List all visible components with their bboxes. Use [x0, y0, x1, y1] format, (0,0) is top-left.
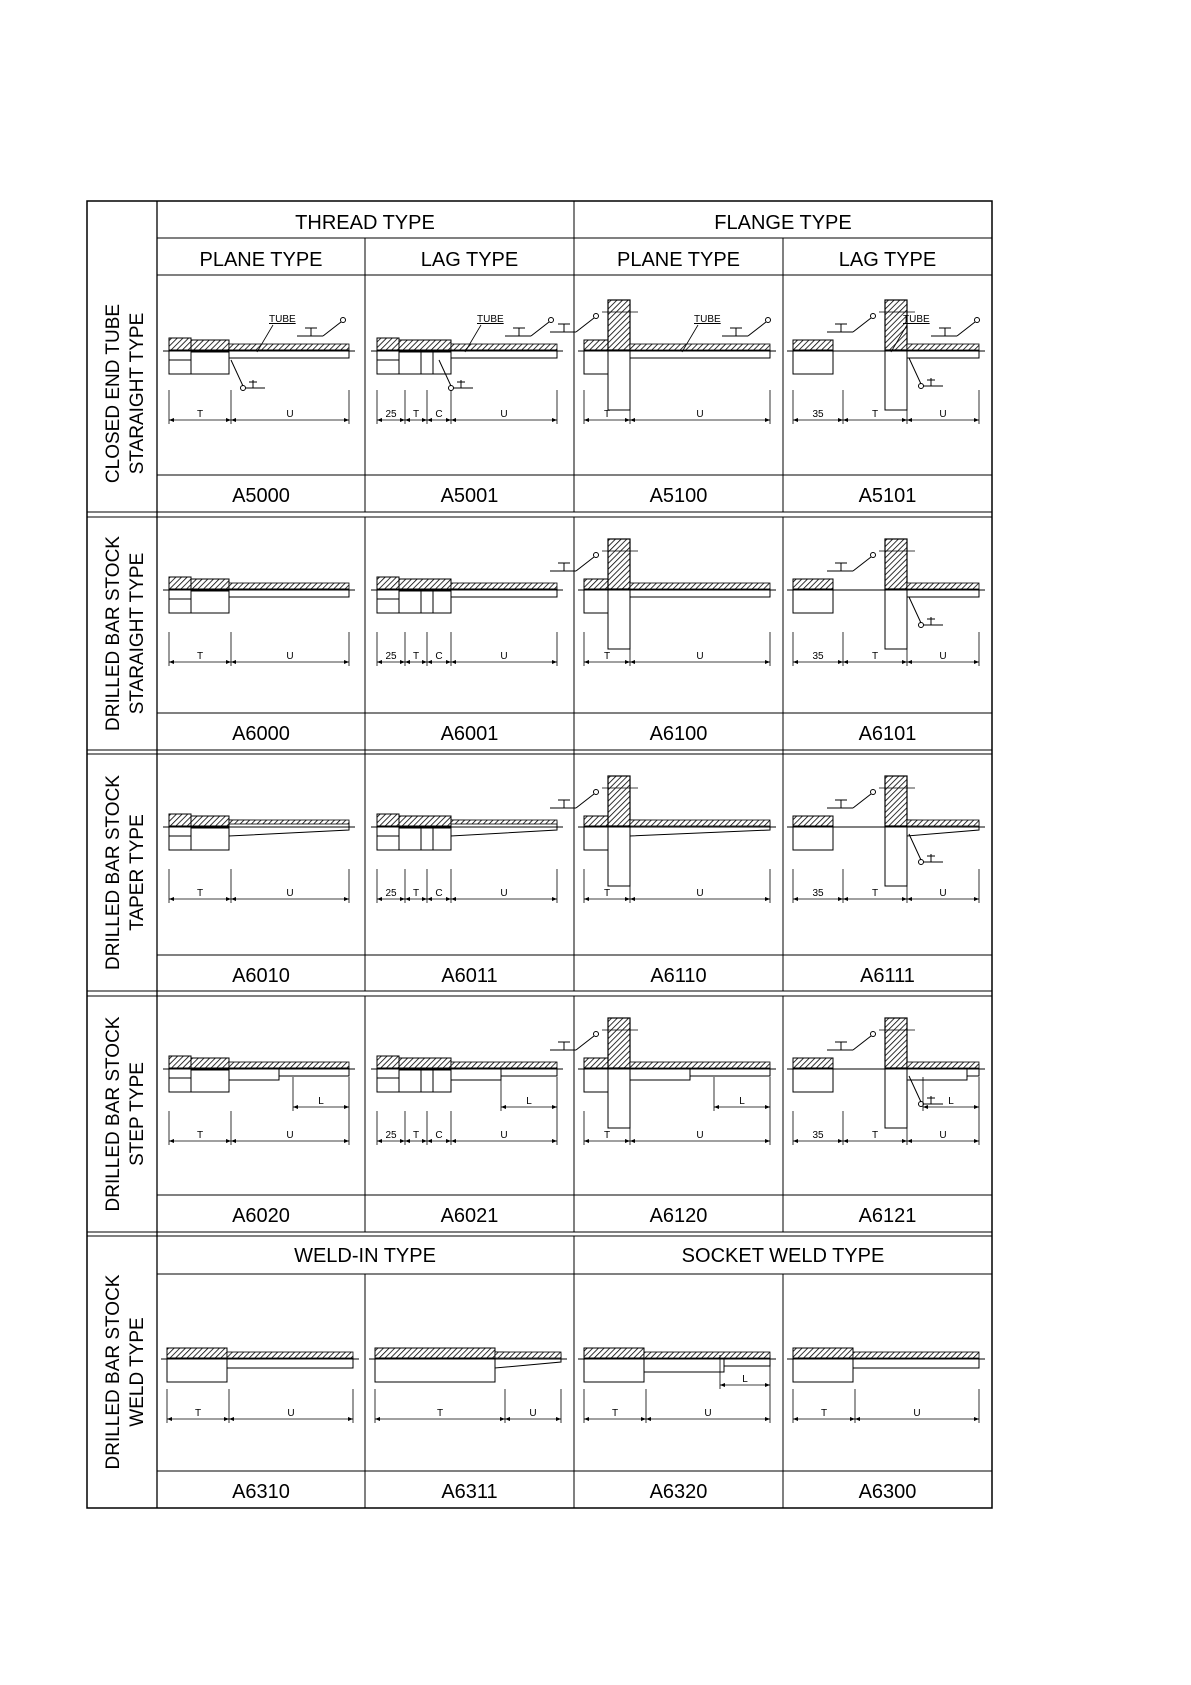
drawing-A6310: [161, 1348, 359, 1423]
column-headers: [196, 212, 937, 1267]
tube-label: TUBE: [269, 314, 296, 325]
dim-label: T: [603, 888, 611, 899]
row-label-5-line-1: DRILLED BAR STOCK: [103, 1274, 125, 1470]
dim-label: U: [696, 888, 704, 899]
drawing-A6001: [371, 577, 563, 666]
drawing-A6120: [550, 1018, 776, 1145]
dim-label: T: [820, 1408, 828, 1419]
dim-label: U: [696, 1130, 704, 1141]
dim-label: T: [196, 888, 204, 899]
tube-label: TUBE: [477, 314, 504, 325]
model-code-A6110: A6110: [650, 965, 707, 987]
table-grid: [87, 201, 992, 1508]
drawing-A6020: [163, 1056, 355, 1145]
dim-label: U: [939, 651, 947, 662]
model-code-A5101: A5101: [858, 485, 917, 507]
dim-label: C: [435, 409, 443, 420]
model-code-A5100: A5100: [649, 485, 708, 507]
row-label-3-line-1: DRILLED BAR STOCK: [103, 775, 125, 970]
dim-label: T: [871, 409, 879, 420]
model-code-A6111: A6111: [860, 965, 915, 987]
drawing-A6000: [163, 577, 355, 666]
dim-label: T: [603, 409, 611, 420]
model-code-A6121: A6121: [858, 1205, 917, 1227]
model-code-A6310: A6310: [232, 1481, 290, 1503]
drawing-A6300: [787, 1348, 985, 1423]
subheader-1: PLANE TYPE: [199, 249, 323, 271]
header-thread-type: THREAD TYPE: [295, 212, 435, 234]
dim-label: U: [286, 1130, 294, 1141]
dim-label: L: [739, 1096, 745, 1107]
subheader-4: LAG TYPE: [838, 249, 937, 271]
drawing-A6111: [787, 776, 985, 903]
drawing-A6011: [371, 814, 563, 903]
dim-label: U: [696, 409, 704, 420]
row-label-1-line-2: STARAIGHT TYPE: [127, 312, 149, 475]
dim-label: T: [871, 888, 879, 899]
drawing-A6320: [578, 1348, 776, 1423]
dim-label: T: [196, 409, 204, 420]
model-code-A6100: A6100: [649, 723, 708, 745]
drawing-A6121: [787, 1018, 985, 1145]
row-label-3-line-2: TAPER TYPE: [127, 814, 149, 931]
dim-label: T: [603, 651, 611, 662]
model-code-A6120: A6120: [649, 1205, 708, 1227]
drawing-A6010: [163, 814, 355, 903]
dim-label: 35: [812, 651, 824, 662]
dim-label: 25: [385, 409, 397, 420]
tube-label: TUBE: [694, 314, 721, 325]
subheader-3: PLANE TYPE: [616, 249, 741, 271]
model-code-A6320: A6320: [649, 1481, 708, 1503]
row-label-5-line-2: WELD TYPE: [127, 1317, 149, 1427]
dim-label: L: [948, 1096, 954, 1107]
drawing-A6100: [550, 539, 776, 666]
dim-label: T: [412, 888, 420, 899]
row-label-4-line-1: DRILLED BAR STOCK: [103, 1016, 125, 1212]
dim-label: T: [436, 1408, 444, 1419]
model-code-A6021: A6021: [440, 1205, 499, 1227]
model-code-A6000: A6000: [232, 723, 290, 745]
model-code-A6311: A6311: [441, 1481, 498, 1503]
drawing-A5000: [163, 314, 355, 424]
model-code-A6001: A6001: [440, 723, 499, 745]
dim-label: 25: [385, 651, 397, 662]
dim-label: C: [435, 1130, 443, 1141]
row-label-4-line-2: STEP TYPE: [127, 1062, 149, 1166]
dim-label: U: [286, 409, 294, 420]
drawing-A6021: [371, 1056, 563, 1145]
dim-label: 35: [812, 409, 824, 420]
dim-label: T: [196, 1130, 204, 1141]
dim-label: 25: [385, 1130, 397, 1141]
row-label-1-line-1: CLOSED END TUBE: [103, 303, 125, 484]
tube-label: TUBE: [903, 314, 930, 325]
drawing-A6101: [787, 539, 985, 666]
dim-label: C: [435, 888, 443, 899]
dim-label: 25: [385, 888, 397, 899]
dim-label: U: [500, 651, 508, 662]
dim-label: T: [611, 1408, 619, 1419]
drawing-A6311: [369, 1348, 567, 1423]
drawing-A5101: [787, 300, 985, 424]
dim-label: U: [913, 1408, 921, 1419]
dim-label: U: [704, 1408, 712, 1419]
dim-label: T: [412, 651, 420, 662]
dim-label: 35: [812, 1130, 824, 1141]
dim-label: U: [939, 1130, 947, 1141]
drawing-A5001: [371, 314, 563, 424]
dim-label: U: [939, 888, 947, 899]
header-flange-type: FLANGE TYPE: [714, 212, 852, 234]
dim-label: T: [196, 651, 204, 662]
dim-label: T: [871, 1130, 879, 1141]
model-code-A6300: A6300: [858, 1481, 917, 1503]
dim-label: U: [696, 651, 704, 662]
model-code-A6020: A6020: [232, 1205, 290, 1227]
model-code-A6011: A6011: [441, 965, 498, 987]
model-code-A5000: A5000: [232, 485, 290, 507]
dim-label: T: [603, 1130, 611, 1141]
model-code-A6010: A6010: [232, 965, 290, 987]
drawing-A6110: [550, 776, 776, 903]
dim-label: U: [500, 1130, 508, 1141]
dim-label: C: [435, 651, 443, 662]
dim-label: U: [939, 409, 947, 420]
dim-label: U: [500, 888, 508, 899]
dim-label: T: [194, 1408, 202, 1419]
row-label-2-line-2: STARAIGHT TYPE: [127, 552, 149, 715]
dim-label: U: [529, 1408, 537, 1419]
drawing-A5100: [550, 300, 776, 424]
dim-label: T: [871, 651, 879, 662]
dim-label: L: [318, 1096, 324, 1107]
header-weld-in-type: WELD-IN TYPE: [294, 1245, 436, 1267]
dim-label: U: [500, 409, 508, 420]
dim-label: L: [742, 1374, 748, 1385]
model-code-A5001: A5001: [440, 485, 499, 507]
model-code-A6101: A6101: [858, 723, 917, 745]
dim-label: T: [412, 409, 420, 420]
row-labels: [103, 304, 148, 1470]
dim-label: U: [286, 888, 294, 899]
dim-label: L: [526, 1096, 532, 1107]
header-socket-weld-type: SOCKET WELD TYPE: [681, 1245, 885, 1267]
subheader-2: LAG TYPE: [420, 249, 519, 271]
row-label-2-line-1: DRILLED BAR STOCK: [103, 536, 125, 731]
dim-label: U: [286, 651, 294, 662]
dim-label: T: [412, 1130, 420, 1141]
dim-label: 35: [812, 888, 824, 899]
dim-label: U: [287, 1408, 295, 1419]
